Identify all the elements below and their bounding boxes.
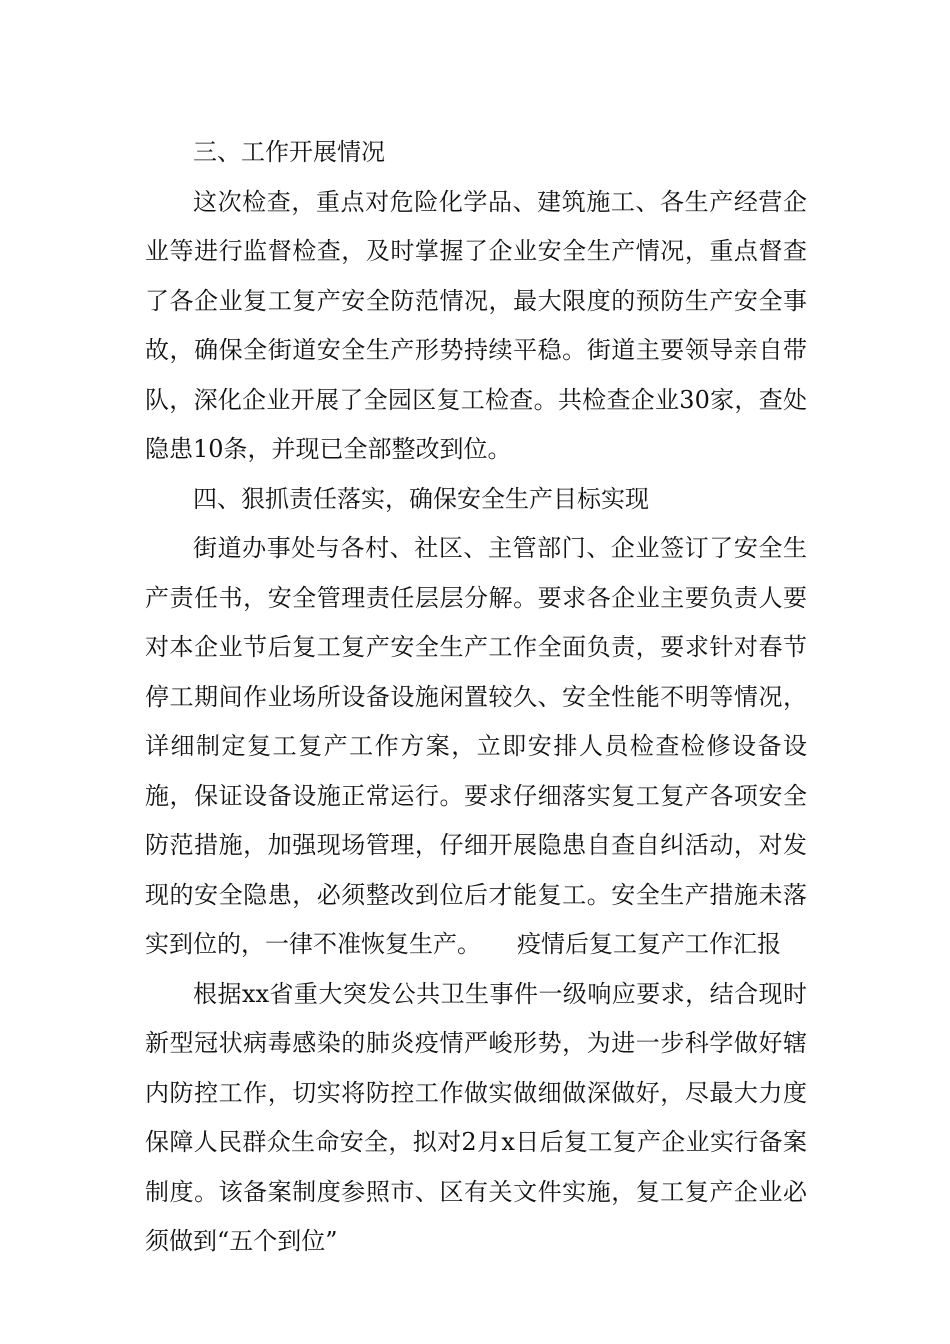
paragraph-filing-system: 根据xx省重大突发公共卫生事件一级响应要求，结合现时新型冠状病毒感染的肺炎疫情严峻形势，为进一步科学做好辖内防控工作，切实将防控工作做实做细做深做好，尽最大力度保障人民群众生命安全，拟对2月x日后复工复产企业实行备案制度。该备案制度参照市、区有关文件实施，复工复产企业必须做到“五个到位” [145,979,807,1255]
document-body [145,128,807,1267]
paragraph-responsibility: 街道办事处与各村、社区、主管部门、企业签订了安全生产责任书，安全管理责任层层分解。要求各企业主要负责人要对本企业节后复工复产安全生产工作全面负责，要求针对春节停工期间作业场所设备设施闲置较久、安全性能不明等情况，详细制定复工复产工作方案，立即安排人员检查检修设备设施，保证设备设施正常运行。要求仔细落实复工复产各项安全防范措施，加强现场管理，仔细开展隐患自查自纠活动，对发现的安全隐患，必须整改到位后才能复工。安全生产措施未落实到位的，一律不准恢复生产。 疫情后复工复产工作汇报 [145,534,807,958]
section-heading-responsibility: 四、狠抓责任落实，确保安全生产目标实现 [193,484,649,513]
section-heading-work-progress: 三、工作开展情况 [193,138,385,166]
paragraph-inspection: 这次检查，重点对危险化学品、建筑施工、各生产经营企业等进行监督检查，及时掌握了企业安全生产情况，重点督查了各企业复工复产安全防范情况，最大限度的预防生产安全事故，确保全街道安全生产形势持续平稳。街道主要领导亲自带队，深化企业开展了全园区复工检查。共检查企业30家，查处隐患10条，并现已全部整改到位。 [145,187,807,463]
